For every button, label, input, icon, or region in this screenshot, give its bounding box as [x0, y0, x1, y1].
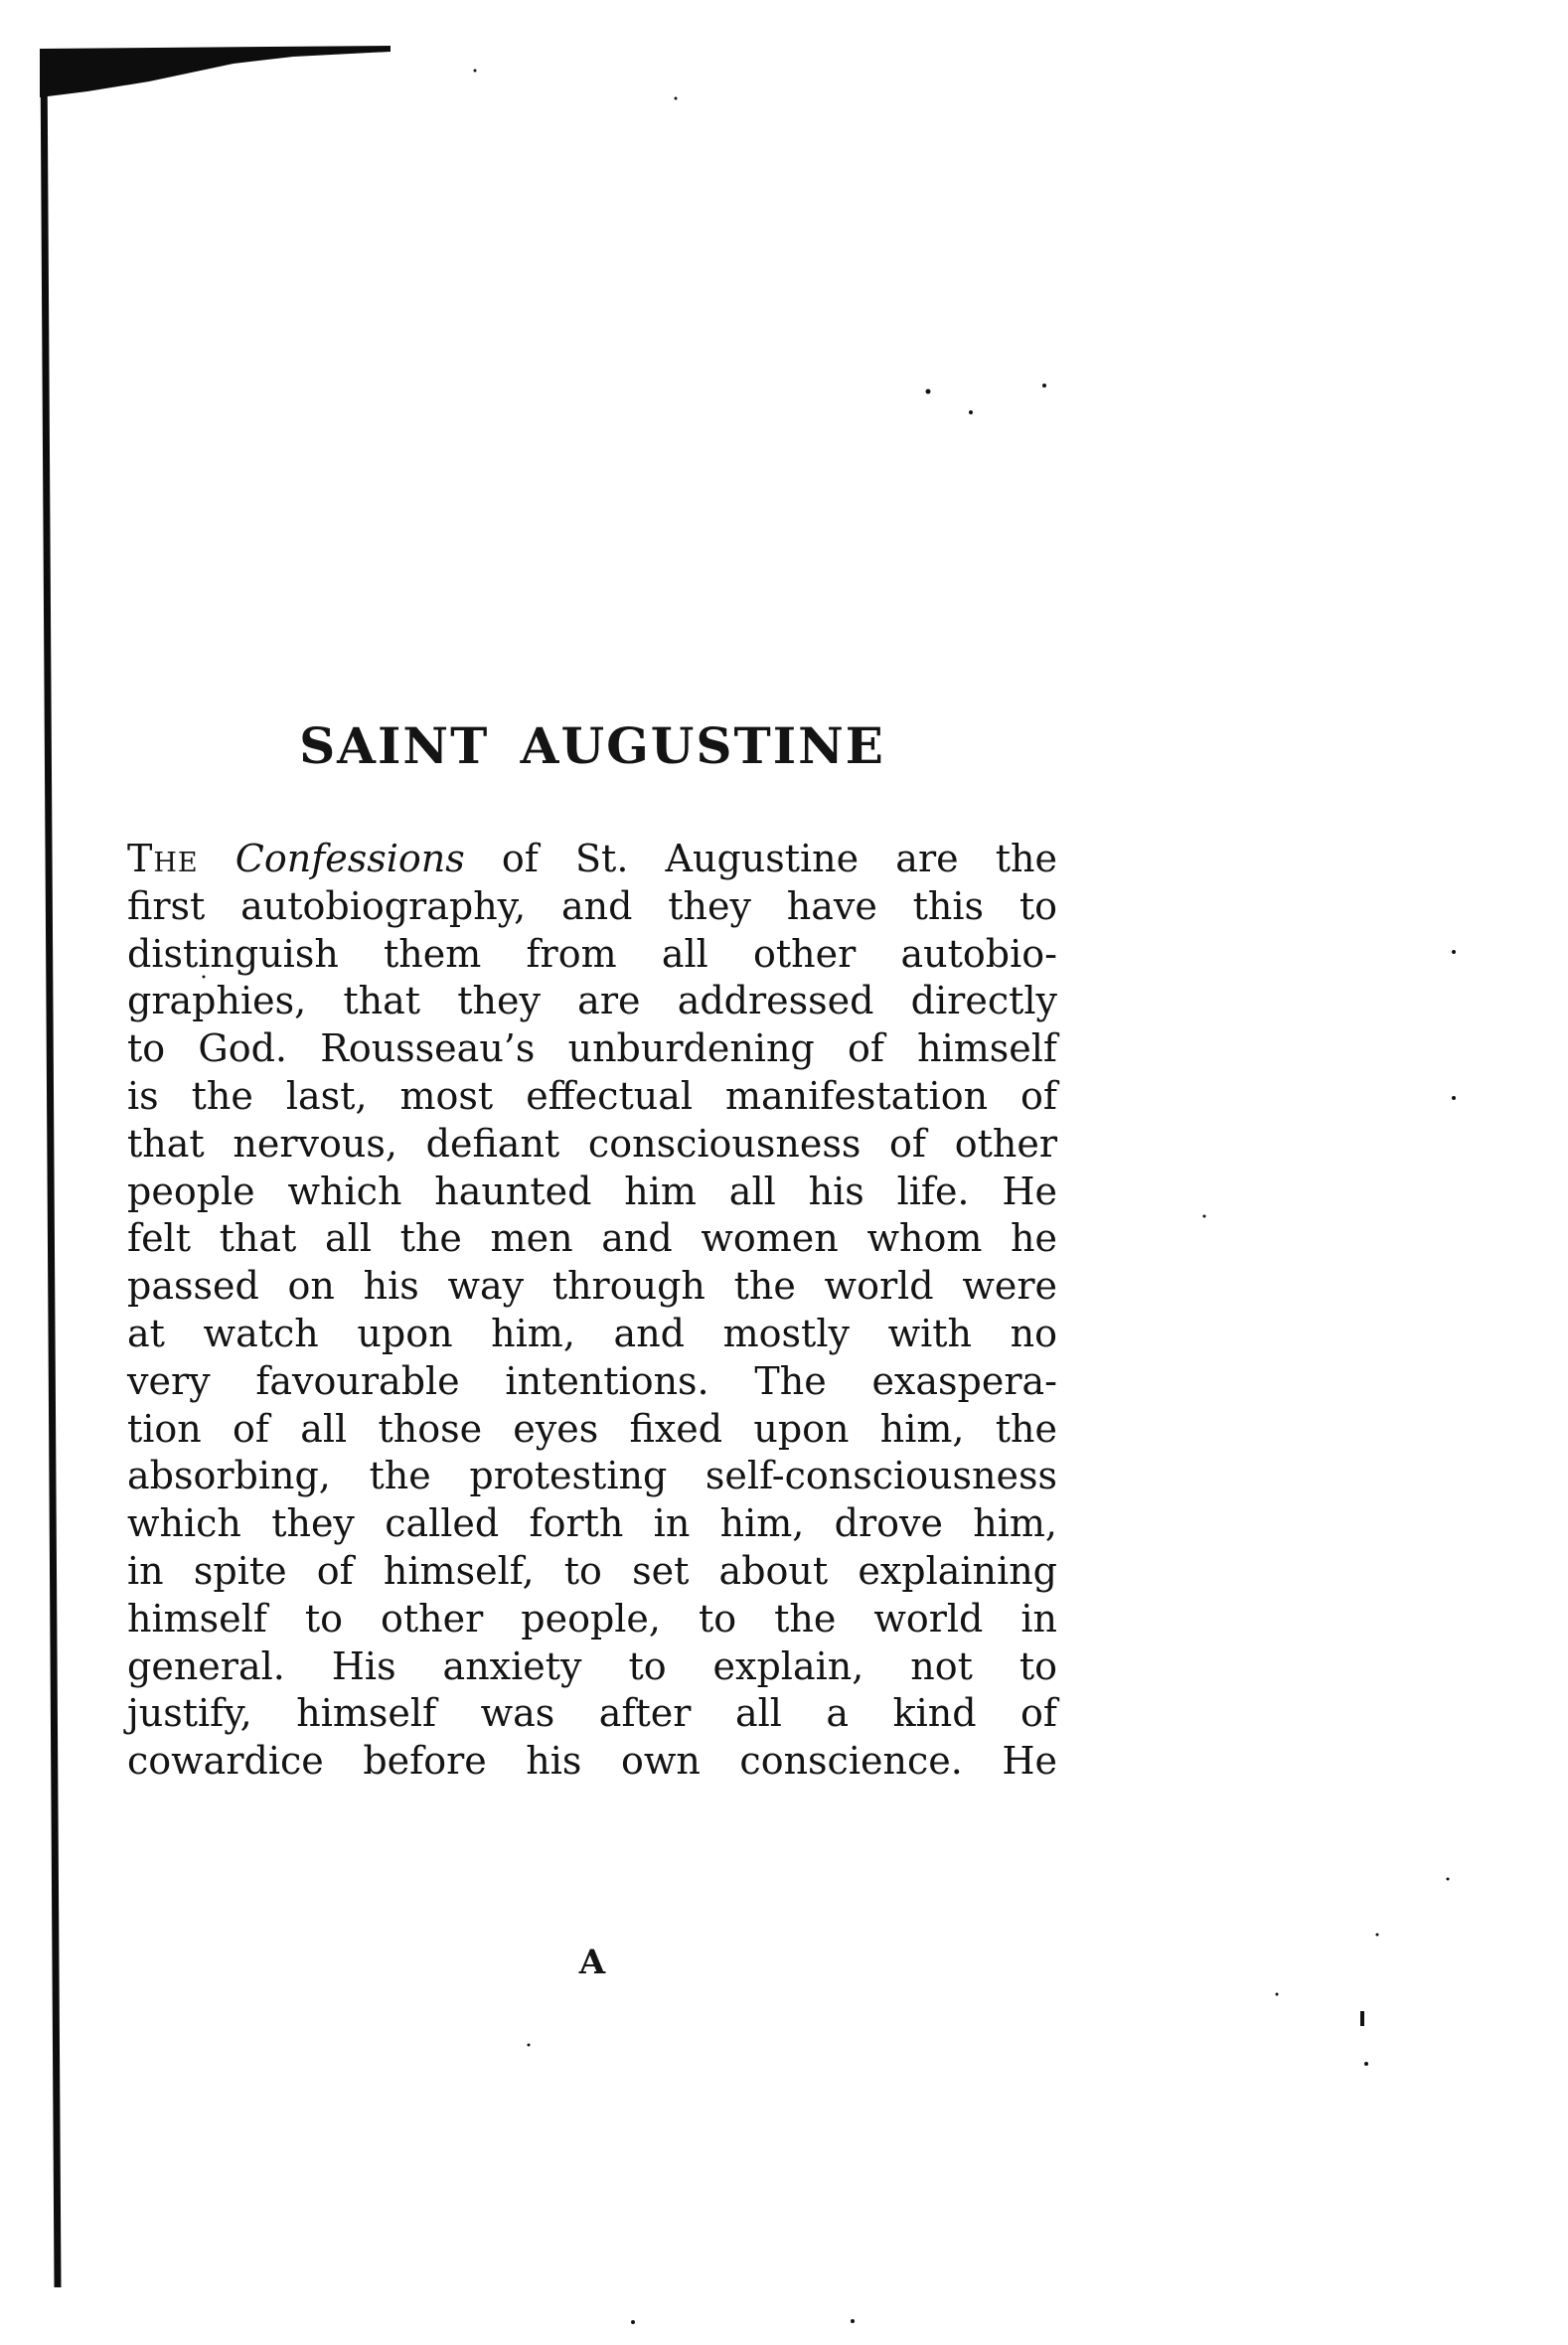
scan-smudge-top-left [40, 46, 391, 97]
text-line: graphies, that they are addressed directly [127, 979, 1057, 1023]
text-line: people which haunted him all his life. He [127, 1169, 1057, 1213]
scan-speck [851, 2319, 855, 2323]
scan-speck [474, 70, 477, 73]
text-line: passed on his way through the world were [127, 1264, 1057, 1309]
text-line: distinguish them from all other autobio- [127, 931, 1057, 976]
scan-speck [1452, 1096, 1456, 1100]
chapter-title: SAINT AUGUSTINE [299, 716, 885, 775]
paragraph [127, 836, 1057, 1786]
scan-speck [1203, 1215, 1206, 1218]
scan-speck [631, 2320, 635, 2324]
scan-speck [1452, 950, 1456, 954]
text-line: is the last, most effectual manifestation of [127, 1073, 1057, 1118]
scan-speck [1364, 2062, 1368, 2066]
scan-speck [675, 97, 678, 100]
text-line: justify, himself was after all a kind of [127, 1691, 1057, 1736]
scan-fold-line [44, 52, 58, 2287]
text-line: absorbing, the protesting self-consciousness [127, 1454, 1057, 1498]
text-line: cowardice before his own conscience. He [127, 1739, 1057, 1784]
text-line: which they called forth in him, drove him, [127, 1501, 1057, 1546]
text-line-first [127, 836, 1057, 883]
scan-speck [969, 410, 973, 414]
text-line: at watch upon him, and mostly with no [127, 1311, 1057, 1355]
text-line: in spite of himself, to set about explaining [127, 1548, 1057, 1593]
scan-speck [1042, 384, 1046, 388]
printer-signature-mark: A [578, 1943, 606, 1982]
text-line: general. His anxiety to explain, not to [127, 1643, 1057, 1688]
scan-tick-mark [1360, 2011, 1364, 2026]
scan-speck [926, 390, 931, 394]
text-line: himself to other people, to the world in [127, 1596, 1057, 1641]
text-line: felt that all the men and women whom he [127, 1216, 1057, 1261]
scan-speck [528, 2044, 531, 2047]
lead-word-small-caps: The [127, 837, 199, 880]
text-line: to God. Rousseau’s unburdening of himself [127, 1026, 1057, 1071]
text-line: that nervous, defiant consciousness of other [127, 1121, 1057, 1166]
scan-speck [1447, 1878, 1450, 1881]
book-title-italic: Confessions [235, 837, 465, 880]
first-line-rest: of St. Augustine are the [501, 837, 1057, 880]
text-line: very favourable intentions. The exaspera- [127, 1358, 1057, 1403]
text-line: first autobiography, and they have this to [127, 883, 1057, 928]
text-line: tion of all those eyes fixed upon him, the [127, 1406, 1057, 1451]
scan-speck [1376, 1934, 1379, 1937]
scan-speck [1276, 1993, 1279, 1996]
